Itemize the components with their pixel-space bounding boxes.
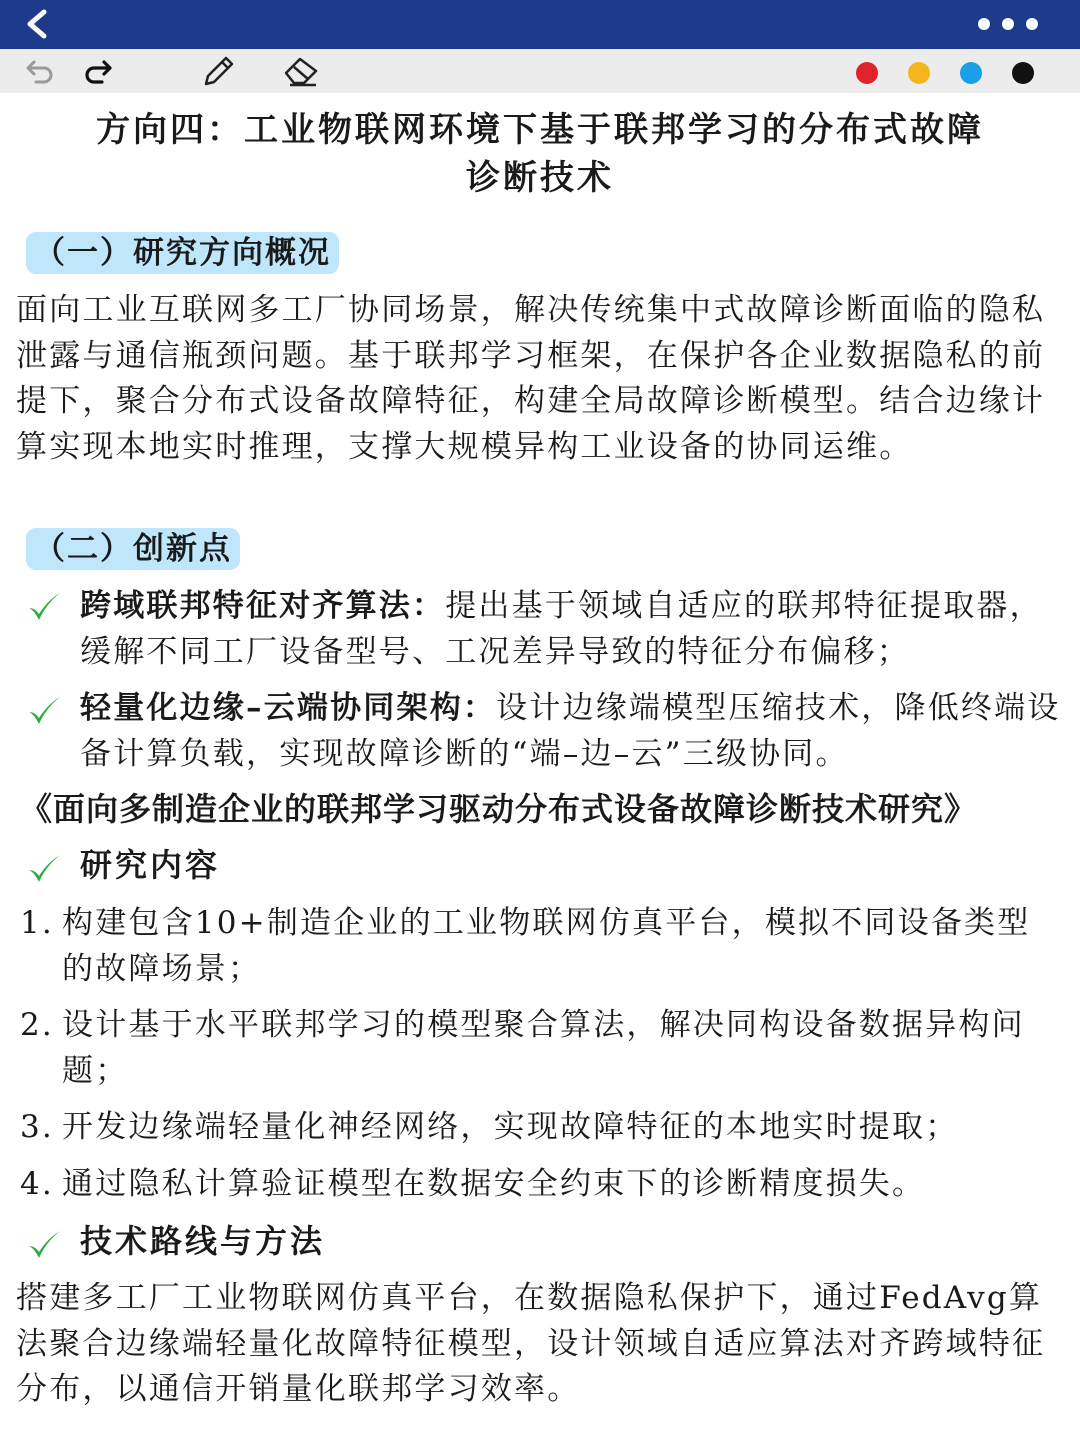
eraser-icon[interactable]: [282, 55, 320, 87]
research-item-1-number: 1.: [20, 905, 54, 941]
redo-icon[interactable]: [82, 57, 114, 85]
research-item-4: [20, 1162, 1070, 1208]
research-item-2-text: 设计基于水平联邦学习的模型聚合算法，解决同构设备数据异构问题；: [62, 1007, 1025, 1089]
undo-icon[interactable]: [24, 57, 56, 85]
title-line-2: 诊断技术: [466, 158, 614, 198]
innovation-item-2-text: 设计边缘端模型压缩技术，降低终端设备计算负载，实现故障诊断的“端–边–云”三级协同。: [80, 690, 1061, 772]
innovation-item-1-text: 提出基于领域自适应的联邦特征提取器，缓解不同工厂设备型号、工况差异导致的特征分布偏移；: [80, 588, 1043, 670]
color-swatch-blue[interactable]: [960, 62, 982, 84]
research-item-2-number: 2.: [20, 1007, 54, 1043]
research-item-2: [20, 1003, 1070, 1094]
section-heading-innovation: （二）创新点: [26, 528, 240, 570]
research-content-heading: 研究内容: [80, 846, 221, 884]
paper-title: 《面向多制造企业的联邦学习驱动分布式设备故障诊断技术研究》: [20, 790, 978, 828]
checkmark-icon: [26, 852, 62, 886]
more-horizontal-icon[interactable]: [976, 16, 1040, 32]
innovation-item-1: [80, 584, 1070, 675]
color-swatch-yellow[interactable]: [908, 62, 930, 84]
title-line-1: 方向四：工业物联网环境下基于联邦学习的分布式故障: [96, 110, 984, 150]
pencil-icon[interactable]: [200, 54, 236, 88]
innovation-item-2-label: 轻量化边缘–云端协同架构：: [80, 690, 497, 726]
overview-paragraph: 面向工业互联网多工厂协同场景，解决传统集中式故障诊断面临的隐私泄露与通信瓶颈问题。基于联邦学习框架，在保护各企业数据隐私的前提下，聚合分布式设备故障特征，构建全局故障诊断模型。结合边缘计算实现本地实时推理，支撑大规模异构工业设备的协同运维。: [16, 292, 1046, 465]
checkmark-icon: [26, 1228, 62, 1262]
research-item-4-number: 4.: [20, 1166, 54, 1202]
innovation-item-1-label: 跨域联邦特征对齐算法：: [80, 588, 446, 624]
research-item-3: [20, 1105, 1070, 1151]
research-item-3-text: 开发边缘端轻量化神经网络，实现故障特征的本地实时提取；: [62, 1109, 959, 1145]
research-item-3-number: 3.: [20, 1109, 54, 1145]
color-swatch-black[interactable]: [1012, 62, 1034, 84]
top-app-bar: [0, 0, 1080, 49]
checkmark-icon: [26, 694, 62, 728]
method-paragraph: 搭建多工厂工业物联网仿真平台，在数据隐私保护下，通过FedAvg算法聚合边缘端轻量化故障特征模型，设计领域自适应算法对齐跨域特征分布，以通信开销量化联邦学习效率。: [16, 1280, 1046, 1407]
research-item-4-text: 通过隐私计算验证模型在数据安全约束下的诊断精度损失。: [62, 1166, 926, 1202]
section-heading-overview: （一）研究方向概况: [26, 232, 339, 274]
color-swatch-red[interactable]: [856, 62, 878, 84]
research-item-1: [20, 901, 1070, 992]
research-item-1-text: 构建包含10+制造企业的工业物联网仿真平台，模拟不同设备类型的故障场景；: [62, 905, 1031, 987]
method-heading: 技术路线与方法: [80, 1222, 326, 1260]
document-title: [40, 106, 1040, 202]
checkmark-icon: [26, 590, 62, 624]
chevron-left-icon[interactable]: [20, 9, 54, 39]
innovation-item-2: [80, 686, 1070, 777]
